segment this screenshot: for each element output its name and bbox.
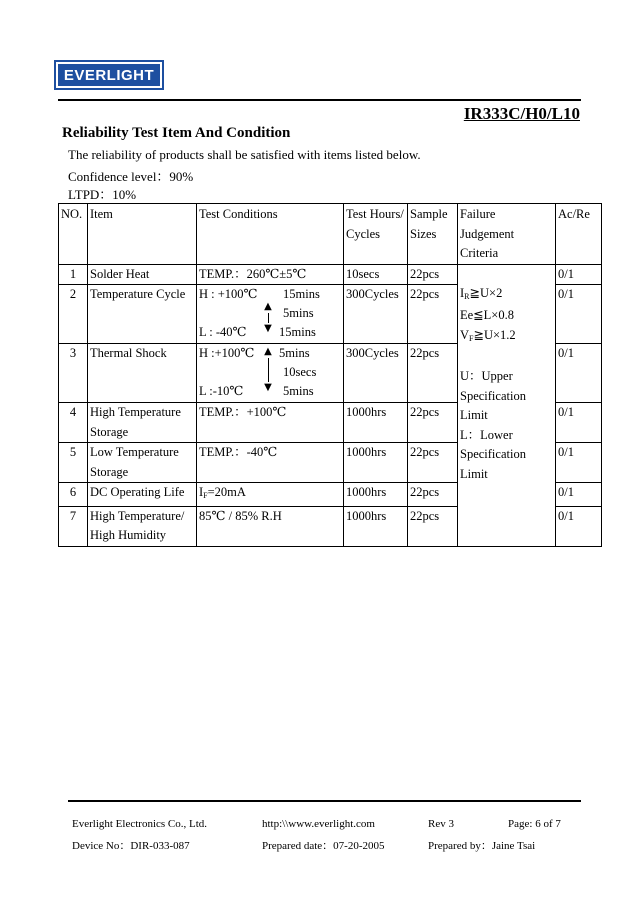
footer-prepared-date: Prepared date：07-20-2005 (262, 840, 385, 852)
row-acre: 0/1 (556, 443, 602, 483)
header-divider (58, 99, 581, 101)
footer-page: Page: 6 of 7 (508, 818, 561, 830)
header-acre: Ac/Re (556, 204, 602, 265)
row-no: 2 (59, 285, 88, 344)
footer-divider (68, 800, 581, 802)
header-failure-l3: Criteria (460, 246, 499, 260)
logo-text: EVERLIGHT (56, 62, 162, 88)
row-acre: 0/1 (556, 506, 602, 546)
footer-device-no: Device No：DIR-033-087 (72, 840, 190, 852)
row-acre: 0/1 (556, 264, 602, 285)
header-hours-l2: Cycles (346, 226, 381, 241)
footer-rev: Rev 3 (428, 818, 454, 830)
row-no: 7 (59, 506, 88, 546)
double-arrow-icon: ▲ ▼ (264, 301, 272, 334)
table-header-row (59, 204, 602, 265)
row-condition: TEMP.：-40℃ (197, 443, 344, 483)
row-no: 6 (59, 483, 88, 507)
row-condition: H : +100℃ 15mins 5mins L : -40℃ 15mins ▲ ▼ (197, 285, 344, 344)
criteria-upper-l1: U：Upper (460, 369, 513, 383)
criteria-upper-l3: Limit (460, 408, 488, 422)
row-sizes: 22pcs (408, 506, 458, 546)
header-no: NO. (59, 204, 88, 265)
row-item: Solder Heat (88, 264, 197, 285)
reliability-table (58, 203, 602, 547)
row-no: 1 (59, 264, 88, 285)
header-failure-l2: Judgement (460, 226, 515, 241)
row-acre: 0/1 (556, 403, 602, 443)
row-acre: 0/1 (556, 285, 602, 344)
row-no: 3 (59, 344, 88, 403)
row-sizes: 22pcs (408, 443, 458, 483)
row-sizes: 22pcs (408, 264, 458, 285)
row-item: Temperature Cycle (88, 285, 197, 344)
table-row (59, 264, 602, 285)
part-number: IR333C/H0/L10 (463, 104, 580, 123)
row-item: High Temperature Storage (88, 403, 197, 443)
footer-url[interactable]: http:\\www.everlight.com (262, 818, 375, 830)
row-hours: 1000hrs (344, 483, 408, 507)
row-hours: 1000hrs (344, 443, 408, 483)
criteria-ir: $I_R≧U\times 2$ (460, 285, 503, 301)
criteria-lower-l3: Limit (460, 466, 488, 481)
row-condition: 85℃ / 85% R.H (197, 506, 344, 546)
intro-line-1: The reliability of products shall be satisfied with items listed below. (68, 147, 421, 162)
row-sizes: 22pcs (408, 344, 458, 403)
row-hours: 1000hrs (344, 506, 408, 546)
everlight-logo (54, 60, 164, 90)
row-hours: 10secs (344, 264, 408, 285)
header-sizes-l1: Sample (410, 207, 448, 221)
criteria-lower-l1: L：Lower (460, 427, 513, 442)
intro-line-3: LTPD：10% (68, 187, 137, 202)
failure-criteria-cell (458, 264, 556, 546)
row-no: 4 (59, 403, 88, 443)
header-sizes-l2: Sizes (410, 226, 437, 241)
criteria-upper-l2: Specification (460, 388, 526, 403)
double-arrow-icon: ▲ ▼ (264, 346, 272, 393)
row-no: 5 (59, 443, 88, 483)
row-condition: TEMP.：260℃±5℃ (197, 264, 344, 285)
row-hours: 1000hrs (344, 403, 408, 443)
header-failure (458, 204, 556, 265)
row-sizes: 22pcs (408, 403, 458, 443)
row-item: Thermal Shock (88, 344, 197, 403)
header-hours-l1: Test Hours/ (346, 207, 404, 221)
row-sizes: 22pcs (408, 483, 458, 507)
row-condition: $I_F=20mA$ (197, 483, 344, 507)
footer-company: Everlight Electronics Co., Ltd. (72, 818, 208, 830)
row-hours: 300Cycles (344, 344, 408, 403)
row-hours: 300Cycles (344, 285, 408, 344)
row-item: High Temperature/ High Humidity (88, 506, 197, 546)
row-acre: 0/1 (556, 344, 602, 403)
criteria-vf: $V_F≧U\times 1.2$ (460, 327, 516, 343)
criteria-ee: Ee≦L×0.8 (460, 308, 514, 322)
row-acre: 0/1 (556, 483, 602, 507)
row-condition: H :+100℃ 5mins 10secs L :-10℃ 5mins ▲ ▼ (197, 344, 344, 403)
header-item: Item (88, 204, 197, 265)
section-title: Reliability Test Item And Condition (62, 125, 291, 141)
row-item: Low Temperature Storage (88, 443, 197, 483)
header-hours (344, 204, 408, 265)
header-sizes (408, 204, 458, 265)
row-sizes: 22pcs (408, 285, 458, 344)
row-condition: TEMP.：+100℃ (197, 403, 344, 443)
criteria-lower-l2: Specification (460, 447, 526, 461)
intro-line-2: Confidence level：90% (68, 169, 194, 184)
row-item: DC Operating Life (88, 483, 197, 507)
header-conditions: Test Conditions (197, 204, 344, 265)
header-failure-l1: Failure (460, 207, 496, 221)
footer-prepared-by: Prepared by：Jaine Tsai (428, 840, 536, 852)
